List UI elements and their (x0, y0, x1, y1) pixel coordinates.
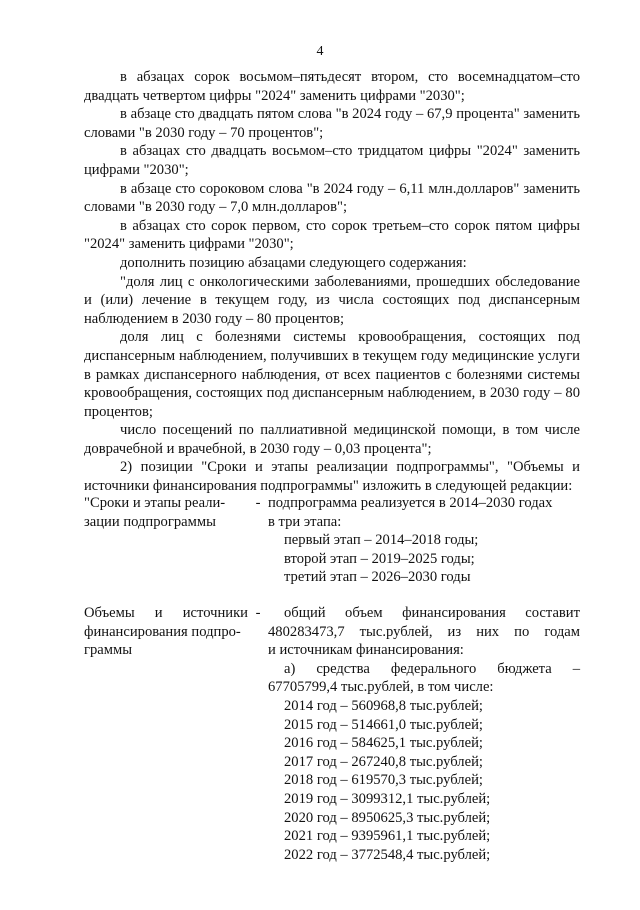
financing-value (268, 604, 580, 864)
paragraph: в абзацах сорок восьмом–пятьдесят втором, сто восемнадцатом–сто двадцать четвертом цифры "2024" заменить цифрами "2030"; (84, 69, 580, 104)
paragraph: число посещений по паллиативной медицинской помощи, в том числе доврачебной и врачебной, в 2030 году – 0,03 процента"; (84, 422, 580, 457)
value-line: в три этапа: (268, 513, 342, 530)
paragraph: в абзацах сто двадцать восьмом–сто тридцатом цифры "2024" заменить цифрами "2030"; (84, 143, 580, 178)
stage-line: второй этап – 2019–2025 годы; (284, 550, 475, 567)
label-line: граммы (84, 642, 133, 659)
stage-line: первый этап – 2014–2018 годы; (284, 532, 479, 549)
document-body (84, 68, 580, 496)
paragraph: в абзаце сто двадцать пятом слова "в 2024 году – 67,9 процента" заменить словами "в 2030 году – 70 процентов"; (84, 106, 580, 141)
value-line: общий объем финансирования составит (284, 605, 580, 621)
year-line: 2017 год – 267240,8 тыс.рублей; (284, 753, 483, 770)
paragraph: в абзацах сто сорок первом, сто сорок третьем–сто сорок пятом цифры "2024" заменить цифрами "2030"; (84, 217, 580, 253)
value-line: а) средства федерального бюджета – (284, 660, 580, 677)
paragraph: 2) позиции "Сроки и этапы реализации подпрограммы", "Объемы и источники финансирования подпрограммы" изложить в следующей редакции: (84, 459, 580, 495)
value-line: и источникам финансирования: (268, 642, 464, 659)
financing-label (84, 604, 248, 864)
dash-separator: - (255, 605, 261, 621)
dash-separator: - (255, 495, 261, 511)
terms-value (268, 494, 580, 587)
stage-line: третий этап – 2026–2030 годы (284, 569, 471, 586)
value-line: 480283473,7 тыс.рублей, из них по годам (268, 623, 580, 640)
year-line: 2021 год – 9395961,1 тыс.рублей; (284, 828, 491, 845)
label-line: финансирования подпро- (84, 623, 241, 640)
year-line: 2015 год – 514661,0 тыс.рублей; (284, 716, 483, 733)
page-number: 4 (316, 44, 324, 59)
year-line: 2014 год – 560968,8 тыс.рублей; (284, 697, 483, 714)
paragraph: дополнить позицию абзацами следующего содержания: (120, 254, 467, 271)
year-line: 2018 год – 619570,3 тыс.рублей; (284, 772, 483, 789)
table-row-terms (84, 494, 580, 587)
paragraph: доля лиц с болезнями системы кровообращения, состоящих под диспансерным наблюдением, получивших в текущем году медицинские услуги в рамках диспансерного наблюдения, от всех пациентов с болезнями системы кровообращения, состоящих под диспансерным наблюдением, в 2030 году – 80 процентов; (84, 329, 580, 420)
value-line: подпрограмма реализуется в 2014–2030 годах (268, 495, 553, 511)
value-line: 67705799,4 тыс.рублей, в том числе: (268, 679, 494, 696)
terms-label (84, 494, 248, 587)
label-line: зации подпрограммы (84, 513, 216, 530)
year-line: 2020 год – 8950625,3 тыс.рублей; (284, 809, 491, 826)
paragraph: в абзаце сто сороковом слова "в 2024 году – 6,11 млн.долларов" заменить словами "в 2030 году – 7,0 млн.долларов"; (84, 180, 580, 216)
year-line: 2022 год – 3772548,4 тыс.рублей; (284, 846, 491, 863)
paragraph: "доля лиц с онкологическими заболеваниями, прошедших обследование и (или) лечение в текущем году, из числа состоящих под диспансерным наблюдением в 2030 году – 80 процентов; (84, 273, 580, 327)
table-row-financing (84, 604, 580, 864)
label-line: "Сроки и этапы реали- (84, 495, 226, 511)
label-line: Объемы и источники (84, 605, 248, 621)
year-line: 2019 год – 3099312,1 тыс.рублей; (284, 790, 491, 807)
year-line: 2016 год – 584625,1 тыс.рублей; (284, 735, 483, 752)
